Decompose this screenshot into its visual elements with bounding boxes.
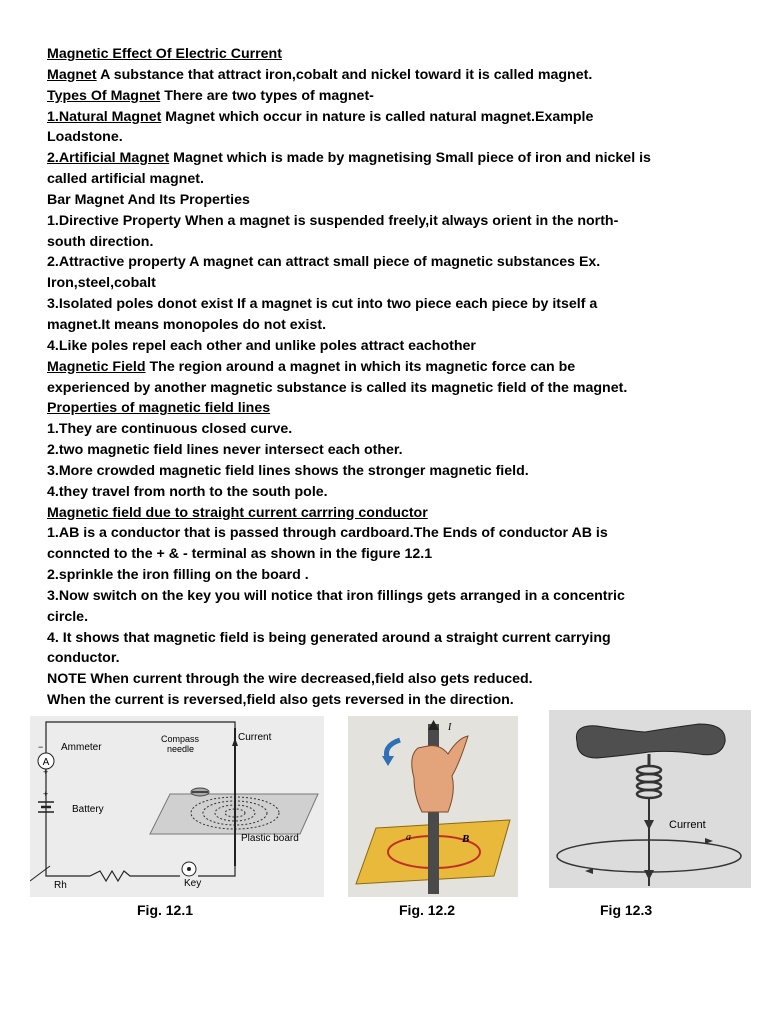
point-a-label: a	[406, 832, 411, 843]
text-line	[47, 440, 737, 461]
field-arrow-icon	[705, 838, 713, 844]
text-line	[47, 232, 737, 253]
line-text: south direction.	[47, 233, 154, 250]
text-line	[47, 44, 737, 65]
current-label: Current	[669, 819, 706, 831]
line-text: A substance that attract iron,cobalt and nickel toward it is called magnet.	[96, 66, 593, 83]
line-text: The region around a magnet in which its magnetic force can be	[145, 358, 576, 375]
text-line	[47, 648, 737, 669]
text-line	[47, 482, 737, 503]
figure-12-1-caption: Fig. 12.1	[137, 902, 194, 918]
line-text: 3.More crowded magnetic field lines shows the stronger magnetic field.	[47, 462, 529, 479]
line-text: 4. It shows that magnetic field is being generated around a straight current carrying	[47, 629, 611, 646]
line-text: There are two types of magnet-	[160, 87, 374, 104]
field-b-label: B	[462, 833, 470, 845]
text-line	[47, 690, 737, 711]
line-text: 2.Attractive property A magnet can attract small piece of magnetic substances Ex.	[47, 254, 601, 271]
underlined-heading: Magnetic Effect Of Electric Current	[47, 46, 282, 62]
ammeter-symbol-letter: A	[42, 757, 50, 768]
text-line	[47, 544, 737, 565]
line-text: 3.Isolated poles donot exist If a magnet is cut into two piece each piece by itself a	[47, 296, 598, 313]
text-line	[47, 607, 737, 628]
plus-sign-label-2: +	[43, 789, 49, 799]
minus-sign-label: −	[38, 742, 44, 752]
compass-label-line2: needle	[167, 744, 195, 754]
text-line	[47, 336, 737, 357]
current-i-label: I	[448, 722, 452, 733]
text-line	[47, 107, 737, 128]
text-line	[47, 252, 737, 273]
handle-shape	[576, 724, 725, 758]
underlined-heading: Magnet	[47, 66, 97, 83]
compass-label-line1: Compass	[161, 734, 200, 744]
text-line	[47, 503, 737, 524]
curl-arrowhead-icon	[382, 756, 394, 766]
current-label: Current	[238, 732, 272, 743]
line-text: Magnet which is made by magnetising Small piece of iron and nickel is	[169, 150, 651, 167]
line-text: called artificial magnet.	[47, 171, 204, 188]
rheostat-label: Rh	[54, 880, 67, 891]
text-line	[47, 148, 737, 169]
line-text: Bar Magnet And Its Properties	[47, 191, 250, 208]
line-text: conductor.	[47, 650, 120, 667]
document-text	[47, 44, 737, 711]
text-line	[47, 523, 737, 544]
plastic-board-label: Plastic board	[241, 833, 299, 844]
text-line	[47, 294, 737, 315]
underlined-heading: 2.Artificial Magnet	[47, 150, 170, 167]
line-text: Iron,steel,cobalt	[47, 275, 156, 292]
line-text: 3.Now switch on the key you will notice that iron fillings gets arranged in a concentric	[47, 587, 625, 604]
text-line	[47, 86, 737, 107]
underlined-heading: Magnetic field due to straight current carrring conductor	[47, 504, 428, 521]
line-text: experienced by another magnetic substance is called its magnetic field of the magnet.	[47, 379, 628, 396]
text-line	[47, 419, 737, 440]
figure-12-2-caption: Fig. 12.2	[399, 902, 456, 918]
line-text: 2.sprinkle the iron filling on the board .	[47, 567, 309, 584]
line-text: 1.They are continuous closed curve.	[47, 421, 293, 438]
underlined-heading: Magnetic Field	[47, 358, 146, 375]
text-line	[47, 357, 737, 378]
right-hand-rule-drawing	[348, 716, 518, 897]
line-text: Loadstone.	[47, 129, 123, 146]
current-down-arrow-icon	[644, 820, 654, 830]
key-dot	[187, 867, 191, 871]
underlined-heading: Types Of Magnet	[47, 87, 161, 104]
line-text: 1.AB is a conductor that is passed through cardboard.The Ends of conductor AB is	[47, 525, 608, 542]
underlined-heading: 1.Natural Magnet	[47, 108, 162, 125]
text-line	[47, 169, 737, 190]
line-text: conncted to the + & - terminal as shown in the figure 12.1	[47, 546, 433, 563]
line-text: When the current is reversed,field also gets reversed in the direction.	[47, 692, 514, 709]
text-line	[47, 65, 737, 86]
battery-label: Battery	[72, 804, 104, 815]
text-line	[47, 190, 737, 211]
text-line	[47, 398, 737, 419]
line-text: circle.	[47, 608, 89, 625]
line-text: 4.they travel from north to the south pole.	[47, 483, 328, 500]
underlined-heading: Properties of magnetic field lines	[47, 400, 271, 417]
text-line	[47, 211, 737, 232]
ammeter-label: Ammeter	[61, 742, 102, 753]
right-hand-shape	[412, 736, 468, 812]
text-line	[47, 127, 737, 148]
text-line	[47, 461, 737, 482]
line-text: 1.Directive Property When a magnet is suspended freely,it always orient in the north-	[47, 212, 619, 229]
line-text: 4.Like poles repel each other and unlike poles attract eachother	[47, 337, 476, 354]
text-line	[47, 565, 737, 586]
plus-sign-label-1: +	[43, 767, 49, 777]
circuit-diagram-drawing	[30, 716, 324, 897]
text-line	[47, 669, 737, 690]
line-text: NOTE When current through the wire decreased,field also gets reduced.	[47, 671, 533, 688]
key-label: Key	[184, 878, 202, 889]
text-line	[47, 628, 737, 649]
text-line	[47, 378, 737, 399]
figure-12-3-solenoid-current	[549, 710, 751, 888]
coil-spring-icon	[637, 766, 661, 798]
text-line	[47, 586, 737, 607]
circuit-wire-right	[198, 866, 235, 876]
figure-12-3-caption: Fig 12.3	[600, 902, 653, 918]
field-arrow-icon-2	[585, 868, 593, 874]
text-line	[47, 273, 737, 294]
solenoid-current-drawing	[549, 710, 751, 888]
line-text: magnet.It means monopoles do not exist.	[47, 316, 327, 333]
rheostat-symbol	[90, 871, 180, 881]
rheostat-tap	[30, 866, 50, 881]
figure-12-1-circuit-diagram	[30, 716, 324, 897]
text-line	[47, 315, 737, 336]
figure-12-2-right-hand-rule	[348, 716, 518, 897]
line-text: 2.two magnetic field lines never intersect each other.	[47, 442, 403, 459]
line-text: Magnet which occur in nature is called natural magnet.Example	[161, 108, 594, 125]
